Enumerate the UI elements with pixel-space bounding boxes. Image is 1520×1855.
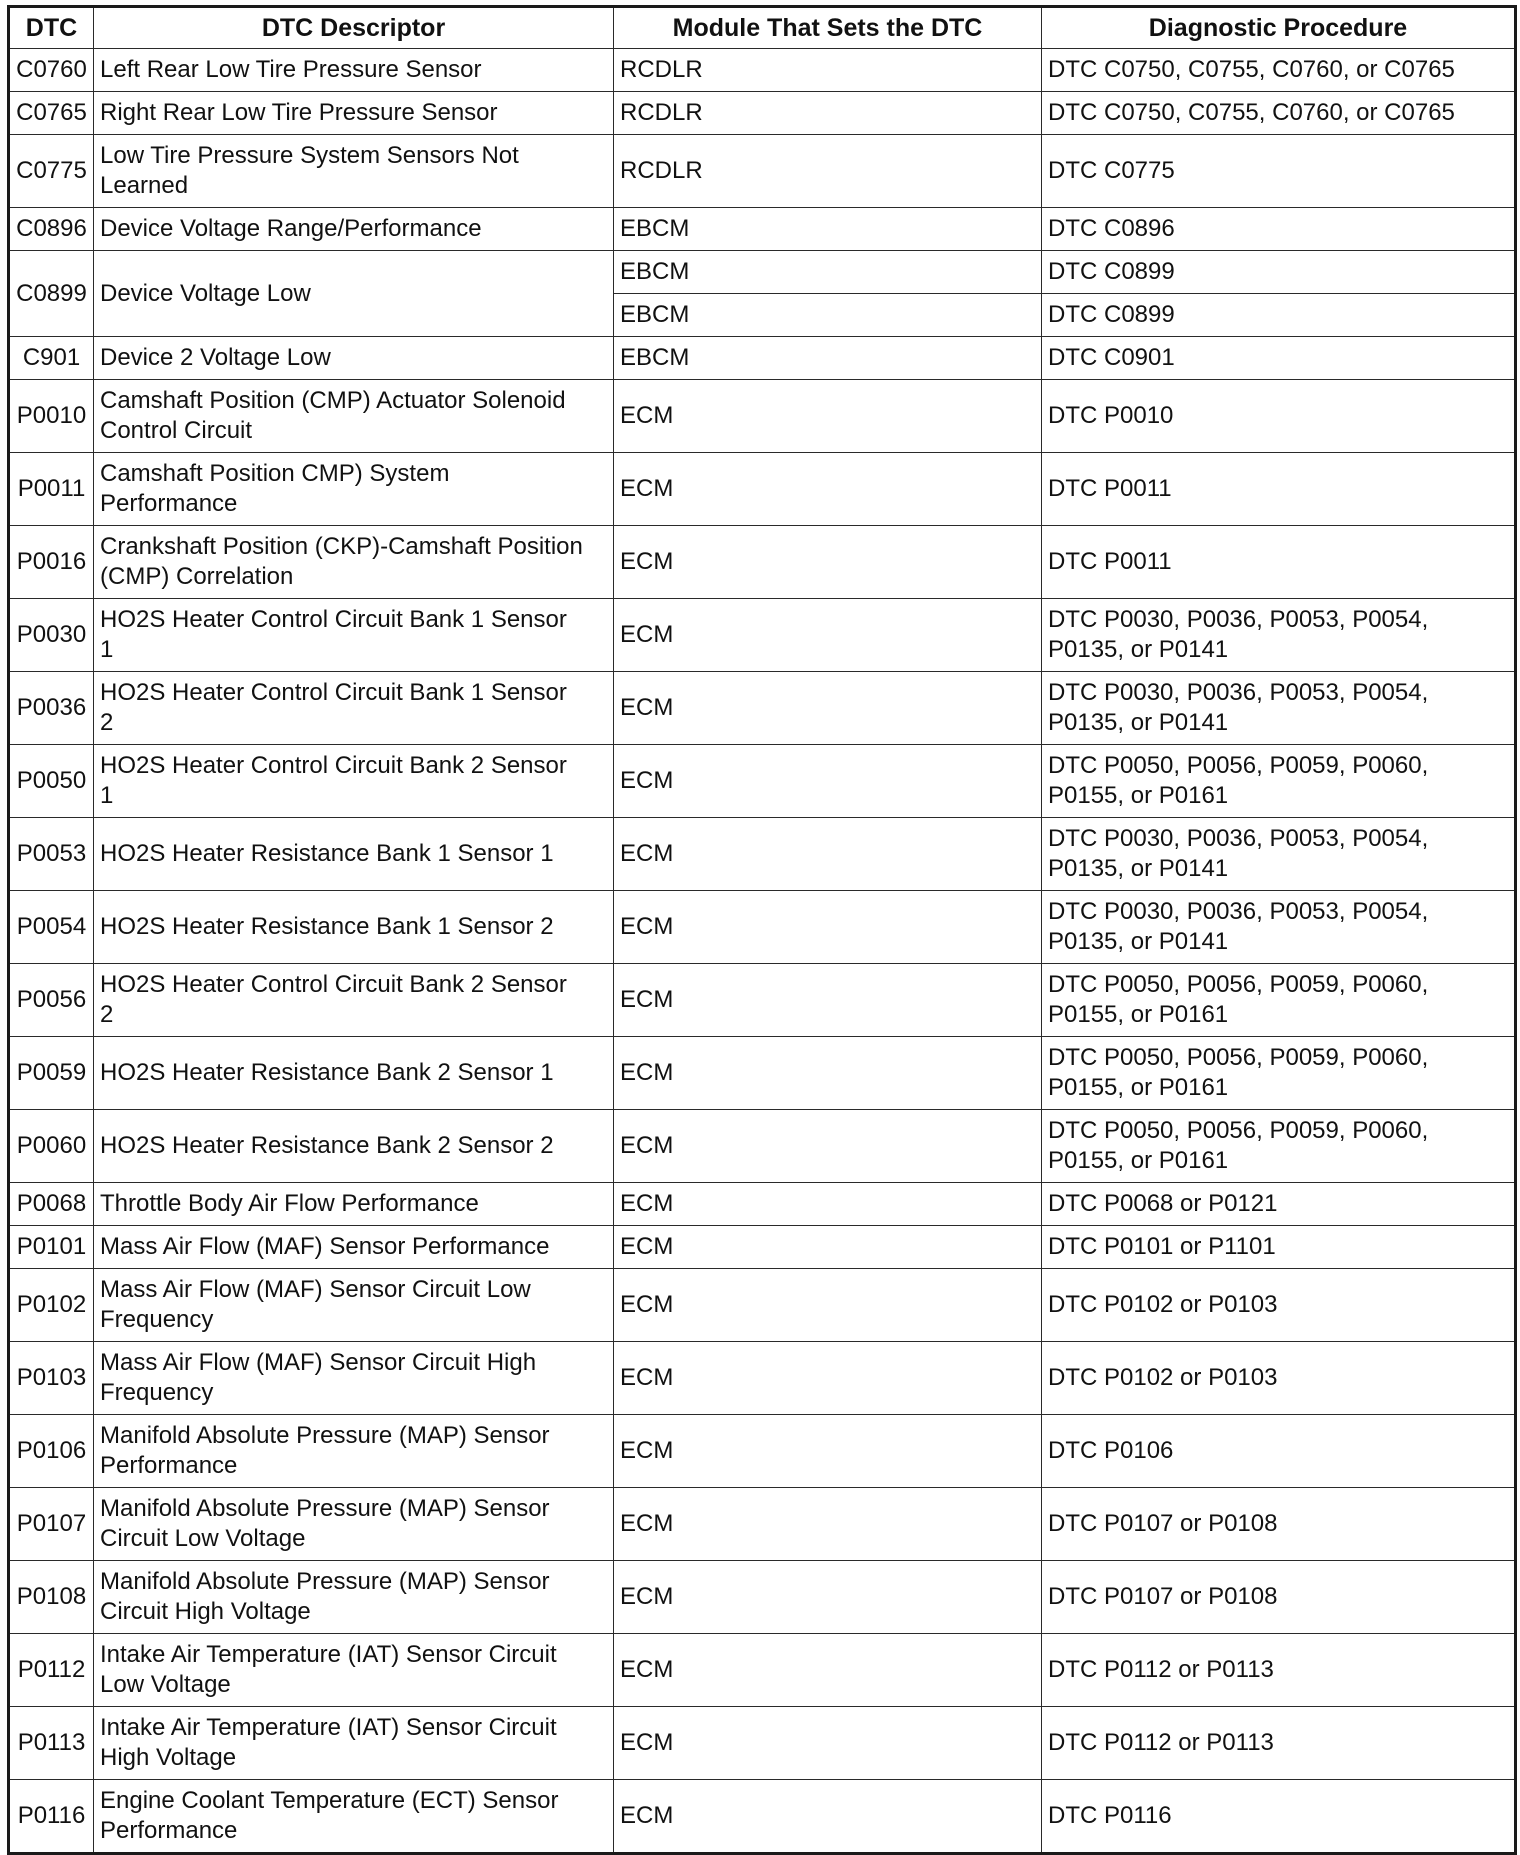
dtc-code: P0056 [9,964,94,1037]
diagnostic-procedure: DTC P0011 [1042,526,1516,599]
dtc-code: C0760 [9,49,94,92]
module: ECM [614,1634,1042,1707]
diagnostic-procedure: DTC P0030, P0036, P0053, P0054, P0135, or P0141 [1042,818,1516,891]
table-row [9,337,1516,380]
diagnostic-procedure: DTC C0899 [1042,251,1516,294]
dtc-code: C0765 [9,92,94,135]
module: ECM [614,1561,1042,1634]
dtc-descriptor: Throttle Body Air Flow Performance [94,1183,614,1226]
header-dtc: DTC [9,7,94,49]
table-row [9,1415,1516,1488]
module: EBCM [614,208,1042,251]
module: ECM [614,1780,1042,1854]
module: RCDLR [614,92,1042,135]
dtc-descriptor: Engine Coolant Temperature (ECT) Sensor Performance [94,1780,614,1854]
dtc-code: P0060 [9,1110,94,1183]
dtc-descriptor: Crankshaft Position (CKP)-Camshaft Position (CMP) Correlation [94,526,614,599]
dtc-code: C0775 [9,135,94,208]
diagnostic-procedure: DTC P0050, P0056, P0059, P0060, P0155, or P0161 [1042,964,1516,1037]
module: ECM [614,1269,1042,1342]
dtc-code: P0053 [9,818,94,891]
module: EBCM [614,294,1042,337]
dtc-descriptor: Left Rear Low Tire Pressure Sensor [94,49,614,92]
module: ECM [614,1342,1042,1415]
header-module: Module That Sets the DTC [614,7,1042,49]
table-row [9,1780,1516,1854]
table-row [9,1561,1516,1634]
dtc-table [7,5,1517,1855]
diagnostic-procedure: DTC C0901 [1042,337,1516,380]
table-row [9,818,1516,891]
module: EBCM [614,251,1042,294]
diagnostic-procedure: DTC P0101 or P1101 [1042,1226,1516,1269]
dtc-descriptor: HO2S Heater Resistance Bank 1 Sensor 1 [94,818,614,891]
dtc-descriptor: Right Rear Low Tire Pressure Sensor [94,92,614,135]
diagnostic-procedure: DTC P0050, P0056, P0059, P0060, P0155, or P0161 [1042,1037,1516,1110]
module: ECM [614,1110,1042,1183]
dtc-descriptor: HO2S Heater Control Circuit Bank 1 Sensor 2 [94,672,614,745]
module: ECM [614,1183,1042,1226]
dtc-code: P0103 [9,1342,94,1415]
dtc-descriptor: Manifold Absolute Pressure (MAP) Sensor Circuit High Voltage [94,1561,614,1634]
dtc-code: P0112 [9,1634,94,1707]
dtc-descriptor: Manifold Absolute Pressure (MAP) Sensor Circuit Low Voltage [94,1488,614,1561]
dtc-descriptor: Low Tire Pressure System Sensors Not Learned [94,135,614,208]
diagnostic-procedure: DTC P0102 or P0103 [1042,1342,1516,1415]
diagnostic-procedure: DTC P0112 or P0113 [1042,1634,1516,1707]
module: ECM [614,964,1042,1037]
dtc-code: C901 [9,337,94,380]
dtc-descriptor: Intake Air Temperature (IAT) Sensor Circuit High Voltage [94,1707,614,1780]
module: ECM [614,1037,1042,1110]
table-row [9,1634,1516,1707]
table-row [9,891,1516,964]
dtc-code: P0102 [9,1269,94,1342]
table-row [9,1342,1516,1415]
table-row [9,49,1516,92]
diagnostic-procedure: DTC P0106 [1042,1415,1516,1488]
dtc-descriptor: Mass Air Flow (MAF) Sensor Circuit High Frequency [94,1342,614,1415]
diagnostic-procedure: DTC P0102 or P0103 [1042,1269,1516,1342]
dtc-code: P0036 [9,672,94,745]
dtc-code: P0054 [9,891,94,964]
dtc-code: P0011 [9,453,94,526]
dtc-code: P0107 [9,1488,94,1561]
table-row [9,453,1516,526]
module: ECM [614,745,1042,818]
module: ECM [614,380,1042,453]
dtc-code: P0106 [9,1415,94,1488]
diagnostic-procedure: DTC P0107 or P0108 [1042,1561,1516,1634]
dtc-descriptor: Device Voltage Low [94,251,614,337]
dtc-code: C0896 [9,208,94,251]
table-row [9,745,1516,818]
table-row [9,1183,1516,1226]
table-row [9,135,1516,208]
module: ECM [614,818,1042,891]
table-row [9,380,1516,453]
dtc-descriptor: Device Voltage Range/Performance [94,208,614,251]
dtc-descriptor: HO2S Heater Control Circuit Bank 2 Sensor 1 [94,745,614,818]
table-row [9,672,1516,745]
dtc-code: P0050 [9,745,94,818]
dtc-code: P0016 [9,526,94,599]
diagnostic-procedure: DTC P0107 or P0108 [1042,1488,1516,1561]
header-dtc-descriptor: DTC Descriptor [94,7,614,49]
dtc-descriptor: HO2S Heater Resistance Bank 1 Sensor 2 [94,891,614,964]
module: ECM [614,1226,1042,1269]
dtc-descriptor: HO2S Heater Resistance Bank 2 Sensor 1 [94,1037,614,1110]
module: ECM [614,453,1042,526]
diagnostic-procedure: DTC P0030, P0036, P0053, P0054, P0135, or P0141 [1042,672,1516,745]
diagnostic-procedure: DTC P0050, P0056, P0059, P0060, P0155, or P0161 [1042,1110,1516,1183]
dtc-code: P0101 [9,1226,94,1269]
dtc-descriptor: Mass Air Flow (MAF) Sensor Circuit Low Frequency [94,1269,614,1342]
dtc-code: P0030 [9,599,94,672]
dtc-descriptor: HO2S Heater Control Circuit Bank 1 Sensor 1 [94,599,614,672]
dtc-code: P0010 [9,380,94,453]
module: RCDLR [614,49,1042,92]
dtc-descriptor: HO2S Heater Resistance Bank 2 Sensor 2 [94,1110,614,1183]
dtc-code: P0108 [9,1561,94,1634]
diagnostic-procedure: DTC P0116 [1042,1780,1516,1854]
table-row [9,526,1516,599]
diagnostic-procedure: DTC C0750, C0755, C0760, or C0765 [1042,92,1516,135]
dtc-descriptor: HO2S Heater Control Circuit Bank 2 Sensor 2 [94,964,614,1037]
dtc-descriptor: Device 2 Voltage Low [94,337,614,380]
table-row [9,1707,1516,1780]
table-row [9,1226,1516,1269]
module: ECM [614,526,1042,599]
diagnostic-procedure: DTC P0030, P0036, P0053, P0054, P0135, or P0141 [1042,599,1516,672]
diagnostic-procedure: DTC P0068 or P0121 [1042,1183,1516,1226]
diagnostic-procedure: DTC P0112 or P0113 [1042,1707,1516,1780]
table-row [9,599,1516,672]
diagnostic-procedure: DTC P0011 [1042,453,1516,526]
table-row [9,1110,1516,1183]
dtc-code: P0068 [9,1183,94,1226]
table-row [9,208,1516,251]
module: ECM [614,599,1042,672]
dtc-code: P0113 [9,1707,94,1780]
diagnostic-procedure: DTC C0775 [1042,135,1516,208]
table-row [9,1037,1516,1110]
dtc-table-container [7,5,1514,1855]
table-row [9,92,1516,135]
dtc-code: C0899 [9,251,94,337]
diagnostic-procedure: DTC P0010 [1042,380,1516,453]
header-diagnostic-procedure: Diagnostic Procedure [1042,7,1516,49]
dtc-descriptor: Intake Air Temperature (IAT) Sensor Circuit Low Voltage [94,1634,614,1707]
table-row [9,251,1516,294]
diagnostic-procedure: DTC C0750, C0755, C0760, or C0765 [1042,49,1516,92]
module: EBCM [614,337,1042,380]
table-header-row [9,7,1516,49]
dtc-descriptor: Camshaft Position (CMP) Actuator Solenoid Control Circuit [94,380,614,453]
diagnostic-procedure: DTC P0050, P0056, P0059, P0060, P0155, or P0161 [1042,745,1516,818]
table-row [9,1269,1516,1342]
module: ECM [614,1488,1042,1561]
table-row [9,1488,1516,1561]
module: RCDLR [614,135,1042,208]
dtc-descriptor: Mass Air Flow (MAF) Sensor Performance [94,1226,614,1269]
dtc-descriptor: Manifold Absolute Pressure (MAP) Sensor Performance [94,1415,614,1488]
module: ECM [614,1707,1042,1780]
dtc-code: P0059 [9,1037,94,1110]
diagnostic-procedure: DTC C0899 [1042,294,1516,337]
table-row [9,964,1516,1037]
module: ECM [614,672,1042,745]
dtc-descriptor: Camshaft Position CMP) System Performance [94,453,614,526]
module: ECM [614,891,1042,964]
diagnostic-procedure: DTC C0896 [1042,208,1516,251]
module: ECM [614,1415,1042,1488]
dtc-code: P0116 [9,1780,94,1854]
diagnostic-procedure: DTC P0030, P0036, P0053, P0054, P0135, or P0141 [1042,891,1516,964]
